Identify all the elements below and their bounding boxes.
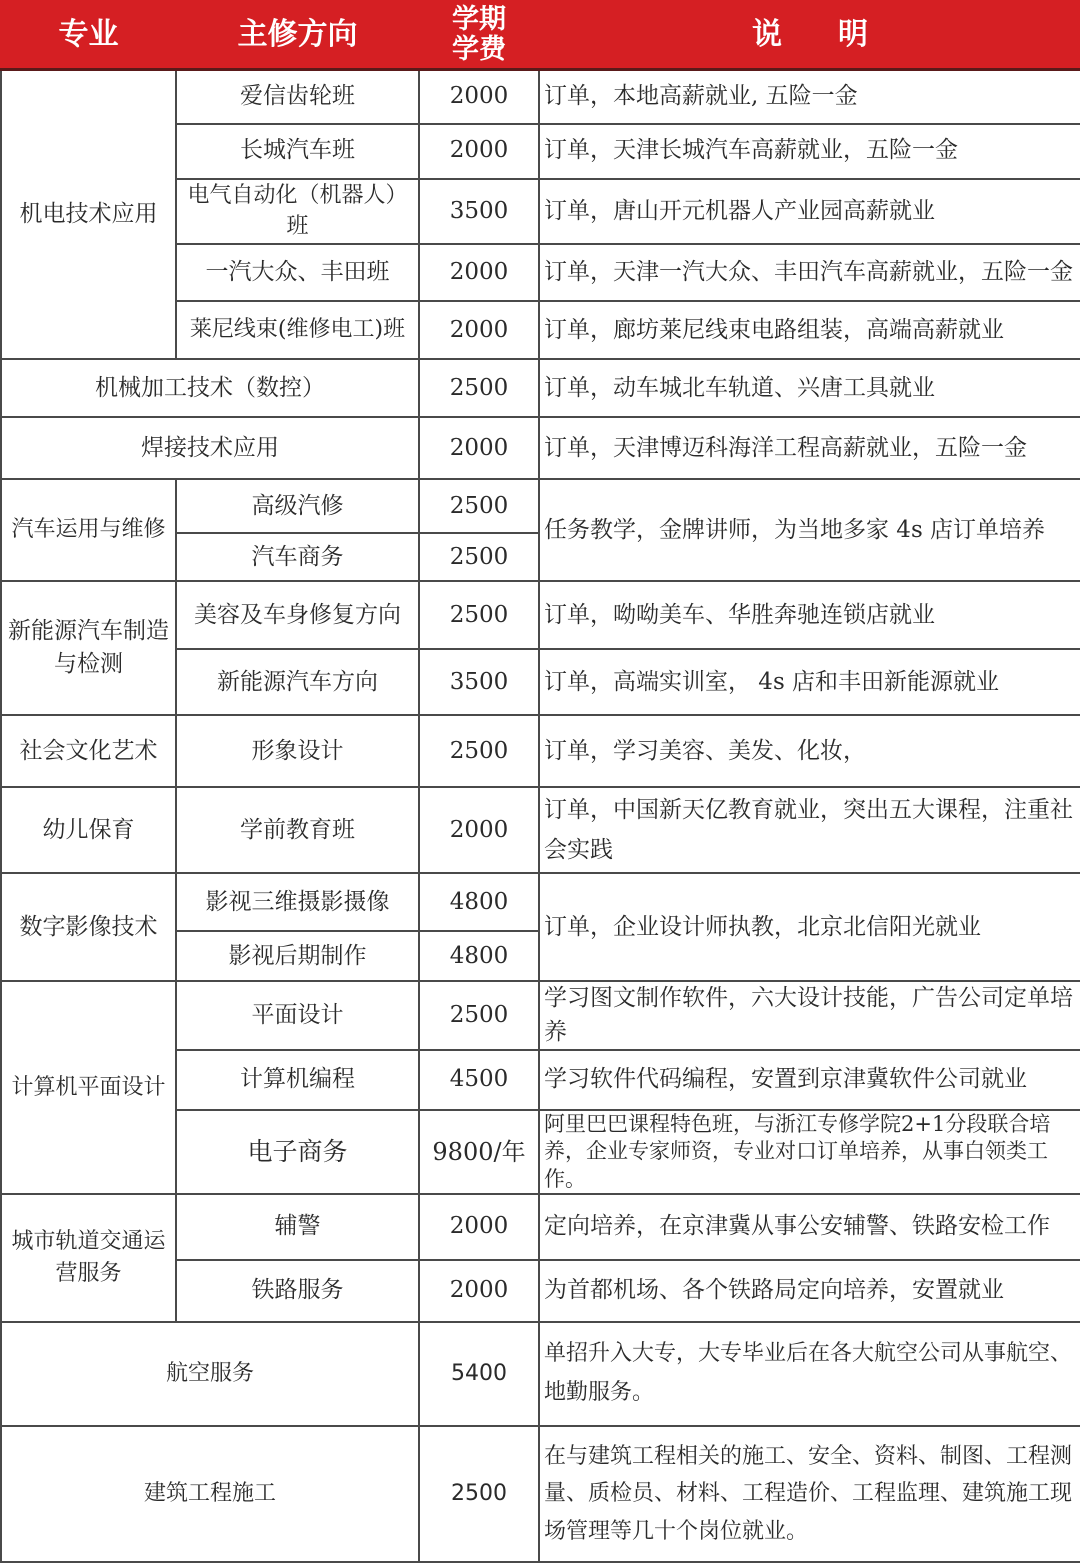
table-row [1,359,1080,417]
description-cell: 阿里巴巴课程特色班，与浙江专修学院2+1分段联合培养，企业专家师资，专业对口订单培养，从事白领类工作。 [539,1110,1080,1194]
fee-cell: 2500 [419,479,539,533]
description-cell: 学习图文制作软件，六大设计技能，广告公司定单培养 [539,981,1080,1050]
table-row [1,1322,1080,1426]
direction-cell: 形象设计 [176,715,419,787]
fee-cell: 2000 [419,244,539,301]
table-header [1,1,1080,70]
description-cell: 学习软件代码编程，安置到京津冀软件公司就业 [539,1050,1080,1110]
fee-cell: 2000 [419,70,539,124]
direction-cell: 新能源汽车方向 [176,649,419,715]
description-cell: 任务教学，金牌讲师，为当地多家 4s 店订单培养 [539,479,1080,581]
direction-cell: 电气自动化（机器人）班 [176,179,419,245]
description-cell: 订单，动车城北车轨道、兴唐工具就业 [539,359,1080,417]
direction-cell: 莱尼线束(维修电工)班 [176,301,419,359]
major-cell: 计算机平面设计 [1,981,176,1194]
description-cell: 订单，天津长城汽车高薪就业，五险一金 [539,124,1080,179]
fee-cell: 5400 [419,1322,539,1426]
major-cell: 航空服务 [1,1322,419,1426]
header-fee-line2: 学费 [452,34,506,65]
fee-cell: 3500 [419,179,539,245]
major-cell: 幼儿保育 [1,787,176,873]
table-row [1,981,1080,1050]
fee-cell: 2000 [419,787,539,873]
major-cell: 汽车运用与维修 [1,479,176,581]
fee-cell: 2000 [419,124,539,179]
fee-cell: 2500 [419,981,539,1050]
header-direction: 主修方向 [176,1,419,70]
major-cell: 机械加工技术（数控） [1,359,419,417]
direction-cell: 电子商务 [176,1110,419,1194]
fee-cell: 4800 [419,873,539,931]
description-cell: 订单，天津一汽大众、丰田汽车高薪就业，五险一金 [539,244,1080,301]
description-cell: 订单，廊坊莱尼线束电路组装，高端高薪就业 [539,301,1080,359]
direction-cell: 学前教育班 [176,787,419,873]
major-cell: 建筑工程施工 [1,1426,419,1562]
direction-cell: 长城汽车班 [176,124,419,179]
table-row [1,581,1080,649]
table-body [1,70,1080,1562]
direction-cell: 爱信齿轮班 [176,70,419,124]
fee-cell: 9800/年 [419,1110,539,1194]
table-row [1,417,1080,479]
fee-cell: 2500 [419,581,539,649]
description-cell: 订单，本地高薪就业, 五险一金 [539,70,1080,124]
major-cell: 数字影像技术 [1,873,176,981]
fee-cell: 4800 [419,931,539,981]
fee-cell: 2000 [419,1260,539,1322]
header-major: 专业 [1,1,176,70]
description-cell: 为首都机场、各个铁路局定向培养，安置就业 [539,1260,1080,1322]
description-cell: 在与建筑工程相关的施工、安全、资料、制图、工程测量、质检员、材料、工程造价、工程监理、建筑施工现场管理等几十个岗位就业。 [539,1426,1080,1562]
header-fee [419,1,539,70]
header-description: 说明 [539,1,1080,70]
direction-cell: 影视三维摄影摄像 [176,873,419,931]
direction-cell: 高级汽修 [176,479,419,533]
table-row [1,1194,1080,1260]
major-cell: 新能源汽车制造与检测 [1,581,176,715]
description-cell: 订单，学习美容、美发、化妆， [539,715,1080,787]
direction-cell: 辅警 [176,1194,419,1260]
major-cell: 城市轨道交通运营服务 [1,1194,176,1322]
description-cell: 订单，唐山开元机器人产业园高薪就业 [539,179,1080,245]
direction-cell: 影视后期制作 [176,931,419,981]
fee-cell: 2500 [419,533,539,581]
table-row [1,1426,1080,1562]
description-cell: 定向培养，在京津冀从事公安辅警、铁路安检工作 [539,1194,1080,1260]
header-fee-line1: 学期 [452,3,506,35]
description-cell: 单招升入大专，大专毕业后在各大航空公司从事航空、地勤服务。 [539,1322,1080,1426]
fee-cell: 2000 [419,301,539,359]
direction-cell: 铁路服务 [176,1260,419,1322]
direction-cell: 平面设计 [176,981,419,1050]
description-cell: 订单，企业设计师执教，北京北信阳光就业 [539,873,1080,981]
direction-cell: 美容及车身修复方向 [176,581,419,649]
table-row [1,715,1080,787]
major-cell: 社会文化艺术 [1,715,176,787]
fee-cell: 2000 [419,1194,539,1260]
direction-cell: 汽车商务 [176,533,419,581]
table-row [1,787,1080,873]
direction-cell: 计算机编程 [176,1050,419,1110]
description-cell: 订单，中国新天亿教育就业，突出五大课程，注重社会实践 [539,787,1080,873]
table-row [1,479,1080,533]
fee-cell: 2000 [419,417,539,479]
fee-cell: 2500 [419,1426,539,1562]
description-cell: 订单，天津博迈科海洋工程高薪就业，五险一金 [539,417,1080,479]
description-cell: 订单，呦呦美车、华胜奔驰连锁店就业 [539,581,1080,649]
major-cell: 焊接技术应用 [1,417,419,479]
major-cell: 机电技术应用 [1,70,176,360]
fee-cell: 2500 [419,359,539,417]
table-row [1,70,1080,124]
fee-cell: 4500 [419,1050,539,1110]
fee-cell: 2500 [419,715,539,787]
direction-cell: 一汽大众、丰田班 [176,244,419,301]
table-row [1,873,1080,931]
fee-cell: 3500 [419,649,539,715]
description-cell: 订单，高端实训室， 4s 店和丰田新能源就业 [539,649,1080,715]
